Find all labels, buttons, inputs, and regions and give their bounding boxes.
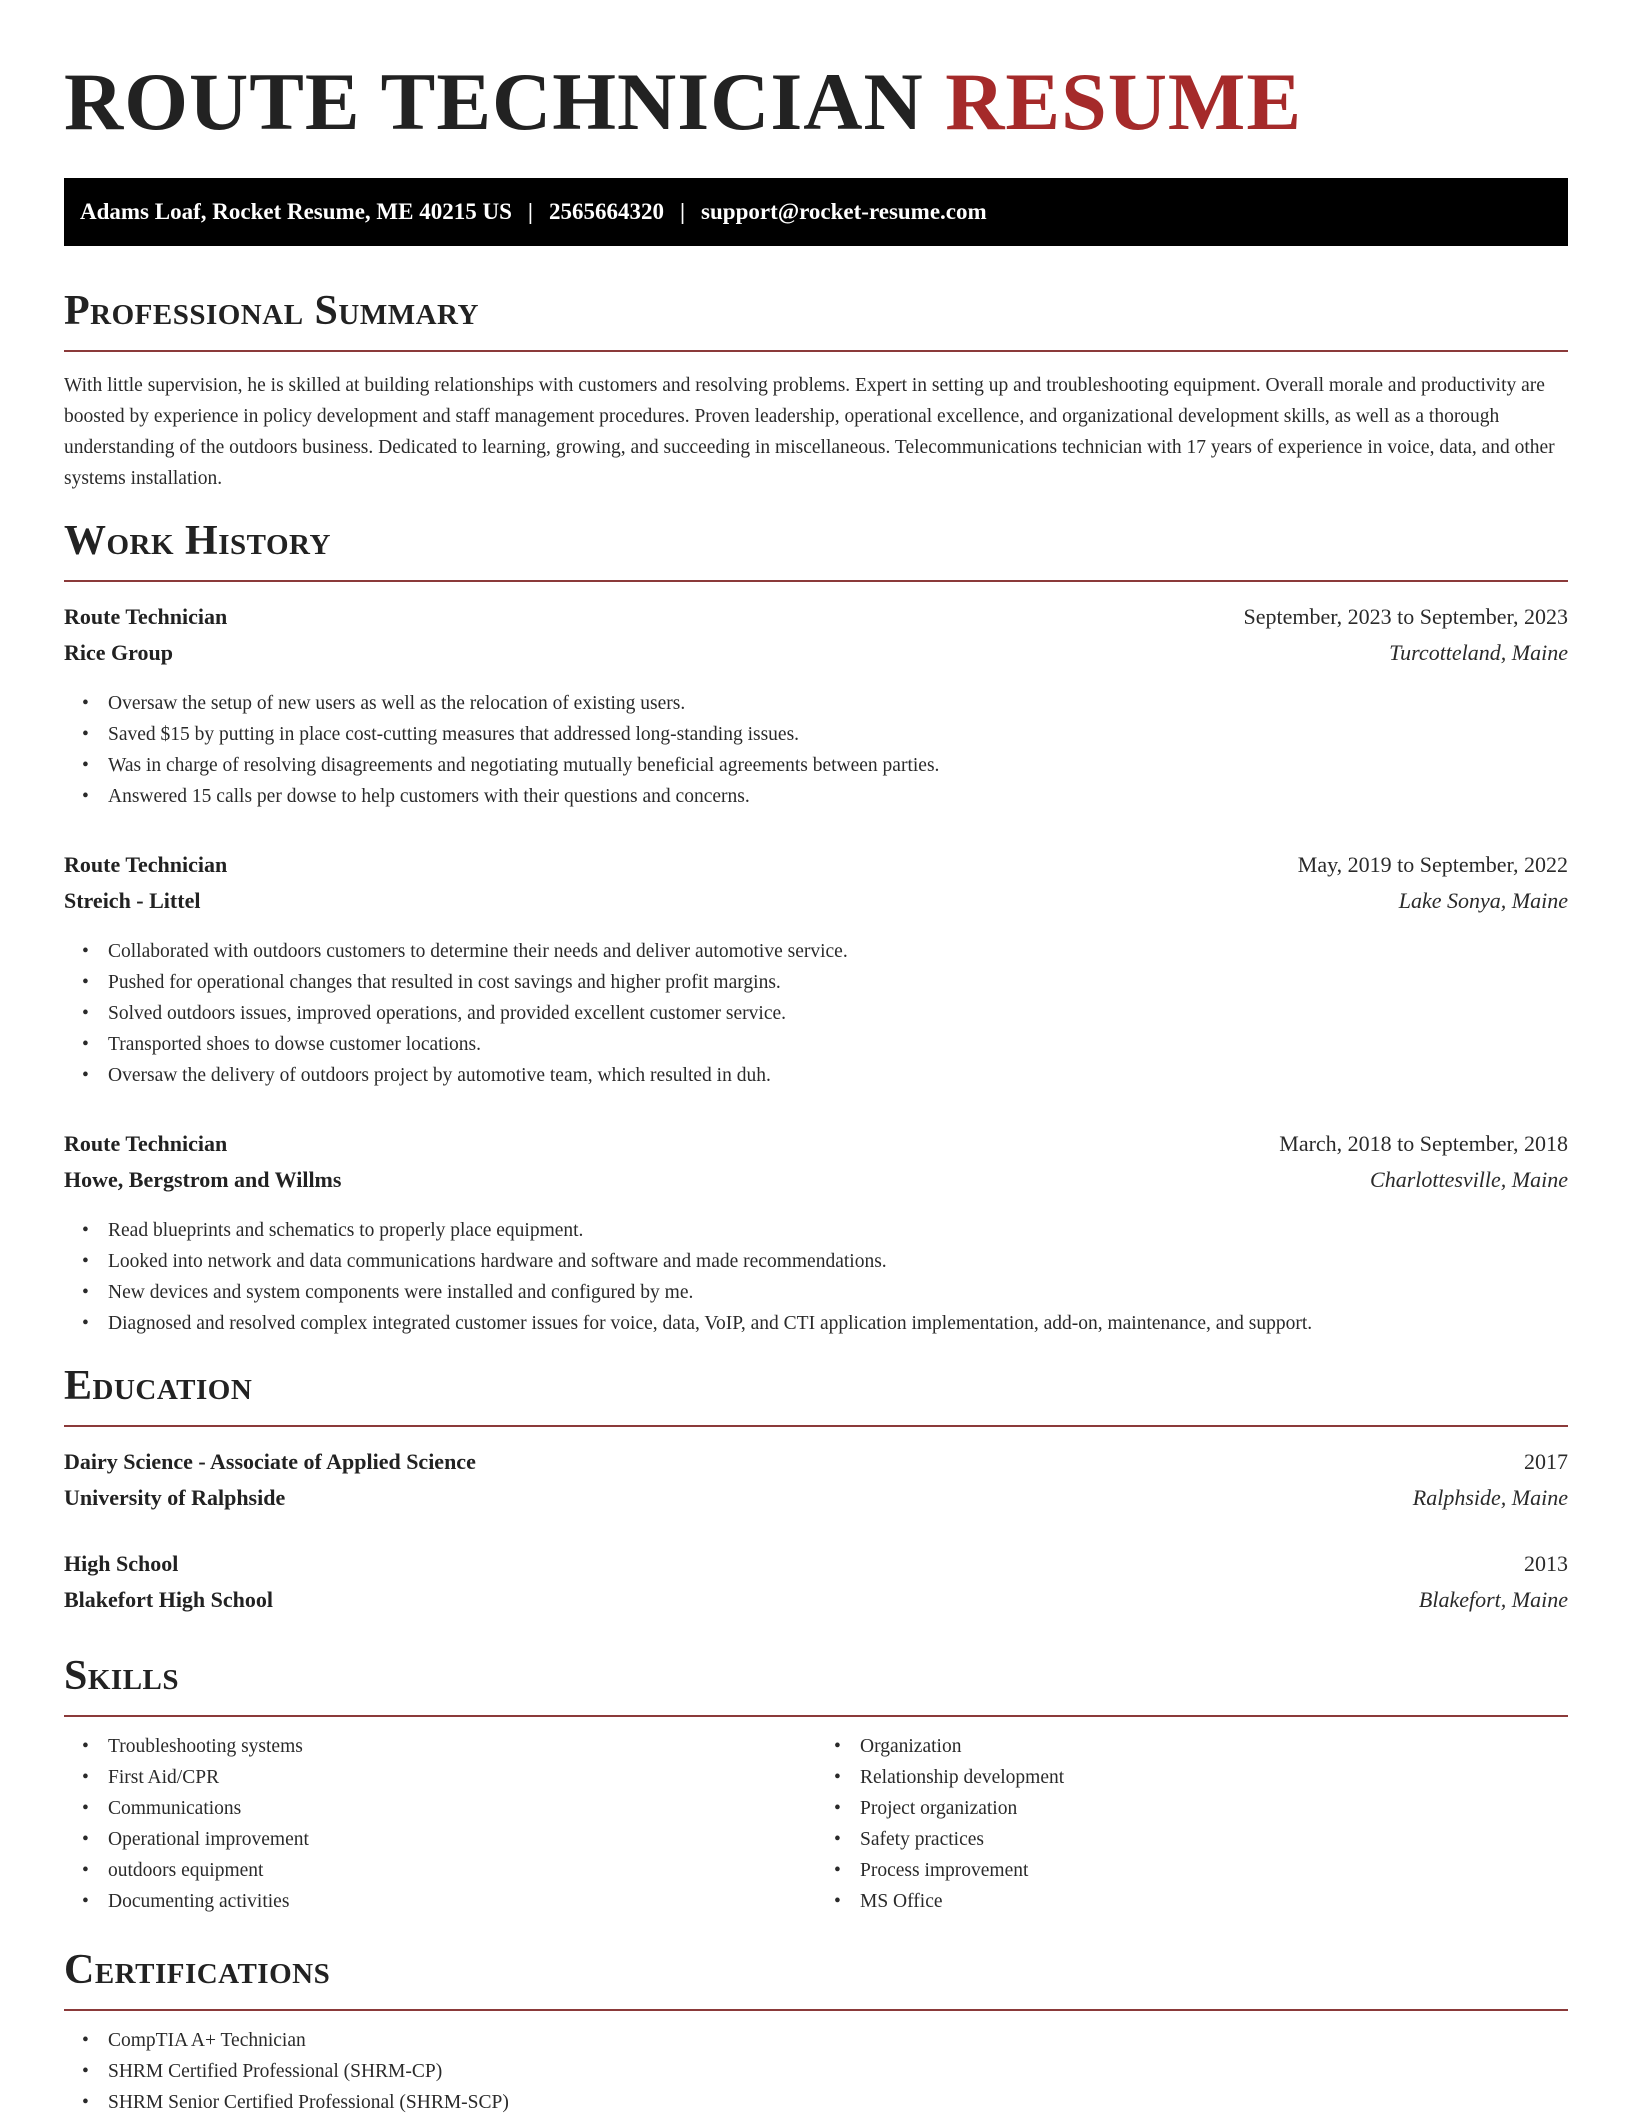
section-heading: Education xyxy=(64,1363,253,1409)
job-title: Route Technician xyxy=(64,604,228,629)
certification-item: • SHRM Certified Professional (SHRM-CP) xyxy=(108,2056,1568,2087)
job-bullets xyxy=(64,1215,1568,1339)
skill-item: • Operational improvement xyxy=(108,1824,816,1855)
list-item: • Read blueprints and schematics to properly place equipment. xyxy=(108,1215,1568,1246)
skill-item: • Organization xyxy=(860,1731,1568,1762)
skill-item: • outdoors equipment xyxy=(108,1855,816,1886)
job-bullets xyxy=(64,688,1568,812)
contact-separator: | xyxy=(679,199,686,224)
job-location: Turcotteland, Maine xyxy=(1389,640,1568,665)
section-heading: Professional Summary xyxy=(64,288,479,334)
skill-item: • Documenting activities xyxy=(108,1886,816,1917)
education-degree: Dairy Science - Associate of Applied Science xyxy=(64,1449,476,1474)
skill-item: • First Aid/CPR xyxy=(108,1762,816,1793)
education-section xyxy=(64,1361,1568,1623)
job-entry xyxy=(64,852,1568,1091)
list-item: • New devices and system components were installed and configured by me. xyxy=(108,1277,1568,1308)
work-history-section xyxy=(64,516,1568,1339)
education-location: Blakefort, Maine xyxy=(1418,1587,1568,1612)
job-entry xyxy=(64,1131,1568,1339)
education-degree: High School xyxy=(64,1551,179,1576)
list-item: • Pushed for operational changes that resulted in cost savings and higher profit margins. xyxy=(108,967,1568,998)
summary-text: With little supervision, he is skilled at building relationships with customers and resolving problems. Expert in setting up and troubleshooting equipment. Overall morale and productivity are boosted by experience in policy development and staff management procedures. Proven leadership, operational excellence, and organizational development skills, as well as a thorough understanding of the outdoors business. Dedicated to learning, growing, and succeeding in miscellaneous. Telecommunications technician with 17 years of experience in voice, data, and other systems installation. xyxy=(64,375,1555,489)
education-location: Ralphside, Maine xyxy=(1412,1485,1568,1510)
section-divider xyxy=(64,350,1568,352)
skill-item: • Relationship development xyxy=(860,1762,1568,1793)
contact-bar xyxy=(64,178,1568,246)
education-entry xyxy=(64,1551,1568,1623)
certification-item: • CompTIA A+ Technician xyxy=(108,2025,1568,2056)
job-entry xyxy=(64,604,1568,812)
section-divider xyxy=(64,1425,1568,1427)
education-year: 2013 xyxy=(1524,1551,1568,1576)
contact-separator: | xyxy=(527,199,533,224)
job-dates: May, 2019 to September, 2022 xyxy=(1297,852,1568,877)
list-item: • Collaborated with outdoors customers to determine their needs and deliver automotive service. xyxy=(108,936,1568,967)
section-heading: Certifications xyxy=(64,1947,331,1993)
certifications-section xyxy=(64,1945,1568,2118)
list-item: • Looked into network and data communications hardware and software and made recommendations. xyxy=(108,1246,1568,1277)
list-item: • Transported shoes to dowse customer locations. xyxy=(108,1029,1568,1060)
skill-item: • Process improvement xyxy=(860,1855,1568,1886)
list-item: • Solved outdoors issues, improved operations, and provided excellent customer service. xyxy=(108,998,1568,1029)
job-bullets xyxy=(64,936,1568,1091)
skills-list-right xyxy=(816,1731,1568,1917)
resume-title xyxy=(64,56,1568,148)
education-year: 2017 xyxy=(1524,1449,1568,1474)
job-dates: September, 2023 to September, 2023 xyxy=(1243,604,1568,629)
contact-email[interactable]: support@rocket-resume.com xyxy=(701,199,987,224)
title-accent: RESUME xyxy=(945,56,1303,147)
list-item: • Oversaw the delivery of outdoors project by automotive team, which resulted in duh. xyxy=(108,1060,1568,1091)
title-main: ROUTE TECHNICIAN xyxy=(64,56,924,147)
job-company: Howe, Bergstrom and Willms xyxy=(64,1167,342,1192)
job-location: Charlottesville, Maine xyxy=(1370,1167,1568,1192)
job-title: Route Technician xyxy=(64,852,228,877)
contact-phone: 2565664320 xyxy=(548,199,664,224)
contact-address: Adams Loaf, Rocket Resume, ME 40215 US xyxy=(80,199,512,224)
education-school: University of Ralphside xyxy=(64,1485,286,1510)
list-item: • Diagnosed and resolved complex integrated customer issues for voice, data, VoIP, and CTI application implementation, add-on, maintenance, and support. xyxy=(108,1308,1568,1339)
list-item: • Was in charge of resolving disagreements and negotiating mutually beneficial agreements between parties. xyxy=(108,750,1568,781)
section-heading: Skills xyxy=(64,1653,180,1699)
skill-item: • Troubleshooting systems xyxy=(108,1731,816,1762)
job-title: Route Technician xyxy=(64,1131,228,1156)
skill-item: • Safety practices xyxy=(860,1824,1568,1855)
skill-item: • MS Office xyxy=(860,1886,1568,1917)
certifications-list xyxy=(64,2025,1568,2118)
section-divider xyxy=(64,2009,1568,2011)
education-entry xyxy=(64,1449,1568,1521)
job-dates: March, 2018 to September, 2018 xyxy=(1279,1131,1568,1156)
job-company: Rice Group xyxy=(64,640,173,665)
skills-columns xyxy=(64,1731,1568,1917)
list-item: • Answered 15 calls per dowse to help customers with their questions and concerns. xyxy=(108,781,1568,812)
skills-section xyxy=(64,1651,1568,1917)
job-company: Streich - Littel xyxy=(64,888,201,913)
section-heading: Work History xyxy=(64,518,331,564)
skills-list-left xyxy=(64,1731,816,1917)
education-school: Blakefort High School xyxy=(64,1587,274,1612)
certification-item: • SHRM Senior Certified Professional (SHRM-SCP) xyxy=(108,2087,1568,2118)
skill-item: • Project organization xyxy=(860,1793,1568,1824)
skill-item: • Communications xyxy=(108,1793,816,1824)
section-divider xyxy=(64,580,1568,582)
summary-section xyxy=(64,286,1568,494)
list-item: • Saved $15 by putting in place cost-cutting measures that addressed long-standing issues. xyxy=(108,719,1568,750)
job-location: Lake Sonya, Maine xyxy=(1398,888,1568,913)
section-divider xyxy=(64,1715,1568,1717)
list-item: • Oversaw the setup of new users as well as the relocation of existing users. xyxy=(108,688,1568,719)
